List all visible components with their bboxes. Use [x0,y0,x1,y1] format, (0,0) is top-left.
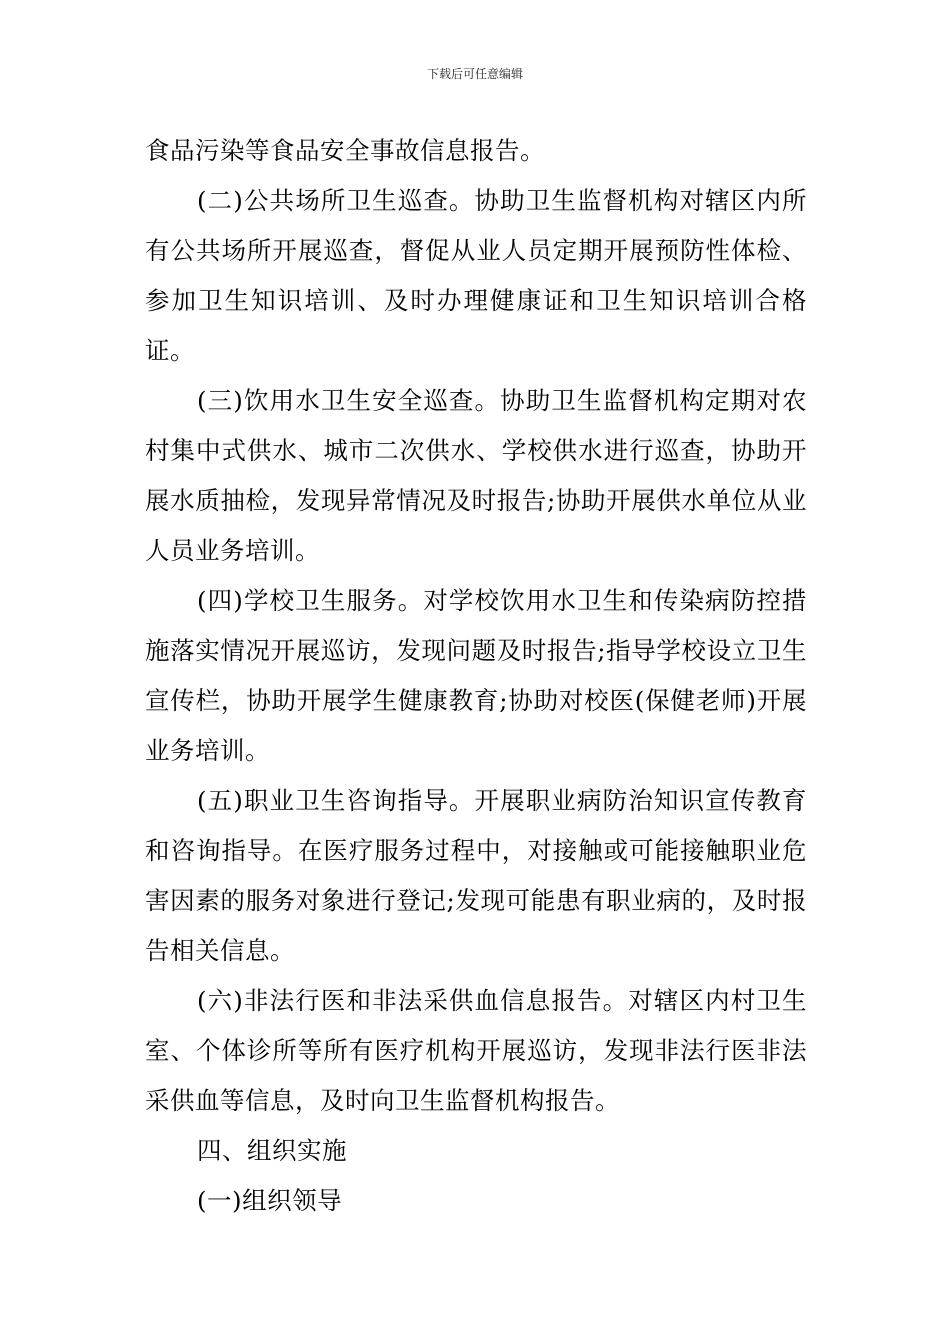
paragraph-illegal-practice: (六)非法行医和非法采供血信息报告。对辖区内村卫生室、个体诊所等所有医疗机构开展巡访，发现非法行医非法采供血等信息，及时向卫生监督机构报告。 [145,986,807,1115]
paragraph-continuation: 食品污染等食品安全事故信息报告。 [145,136,545,165]
section-heading-implementation: 四、组织实施 [197,1136,347,1165]
paragraph-public-places: (二)公共场所卫生巡查。协助卫生监督机构对辖区内所有公共场所开展巡查，督促从业人员定期开展预防性体检、参加卫生知识培训、及时办理健康证和卫生知识培训合格证。 [145,186,807,365]
subsection-heading-leadership: (一)组织领导 [197,1186,343,1215]
paragraph-occupational-health: (五)职业卫生咨询指导。开展职业病防治知识宣传教育和咨询指导。在医疗服务过程中，对接触或可能接触职业危害因素的服务对象进行登记;发现可能患有职业病的，及时报告相关信息。 [145,786,807,965]
paragraph-drinking-water: (三)饮用水卫生安全巡查。协助卫生监督机构定期对农村集中式供水、城市二次供水、学校供水进行巡查，协助开展水质抽检，发现异常情况及时报告;协助开展供水单位从业人员业务培训。 [145,386,807,565]
document-body [145,126,807,1226]
paragraph-school-health: (四)学校卫生服务。对学校饮用水卫生和传染病防控措施落实情况开展巡访，发现问题及时报告;指导学校设立卫生宣传栏，协助开展学生健康教育;协助对校医(保健老师)开展业务培训。 [145,586,807,765]
page-header-note: 下载后可任意编辑 [426,67,523,81]
